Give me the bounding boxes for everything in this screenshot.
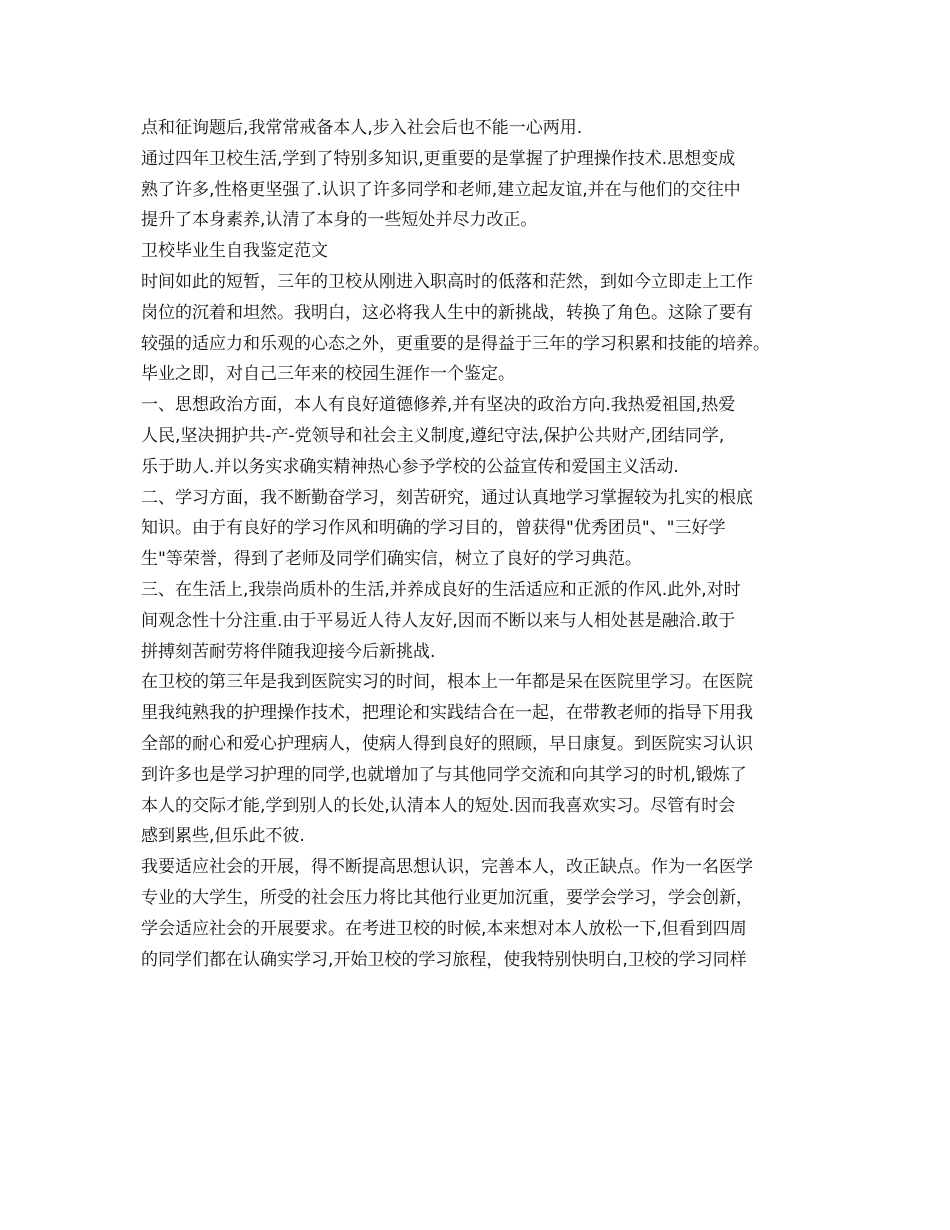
text-line: 时间如此的短暂，三年的卫校从刚进入职高时的低落和茫然，到如今立即走上工作 [141,271,753,292]
text-line: 乐于助人.并以务实求确实精神热心参予学校的公益宣传和爱国主义活动. [141,456,679,477]
text-line: 三、在生活上,我崇尚质朴的生活,并养成良好的生活适应和正派的作风.此外,对时 [141,579,741,600]
text-line: 在卫校的第三年是我到医院实习的时间，根本上一年都是呆在医院里学习。在医院 [141,672,753,693]
text-line: 知识。由于有良好的学习作风和明确的学习目的，曾获得"优秀团员"、"三好学 [141,518,726,539]
text-line: 较强的适应力和乐观的心态之外，更重要的是得益于三年的学习积累和技能的培养。 [141,333,770,354]
text-line: 点和征询题后,我常常戒备本人,步入社会后也不能一心两用. [141,118,583,138]
text-line: 里我纯熟我的护理操作技术，把理论和实践结合在一起，在带教老师的指导下用我 [141,703,753,724]
text-line: 拼搏刻苦耐劳将伴随我迎接今后新挑战. [141,641,436,662]
text-line: 一、思想政治方面，本人有良好道德修养,并有坚决的政治方向.我热爱祖国,热爱 [141,395,736,416]
text-line: 我要适应社会的开展，得不断提高思想认识，完善本人，改正缺点。作为一名医学 [141,857,753,878]
text-line: 岗位的沉着和坦然。我明白，这必将我人生中的新挑战，转换了角色。这除了要有 [141,302,753,323]
text-line: 本人的交际才能,学到别人的长处,认清本人的短处.因而我喜欢实习。尽管有时会 [141,795,736,816]
text-line: 生"等荣誉，得到了老师及同学们确实信，树立了良好的学习典范。 [141,549,642,570]
text-line: 间观念性十分注重.由于平易近人待人友好,因而不断以来与人相处甚是融洽.敢于 [141,610,736,631]
text-line: 的同学们都在认确实学习,开始卫校的学习旅程，使我特别快明白,卫校的学习同样 [141,949,747,970]
text-line: 人民,坚决拥护共-产-党领导和社会主义制度,遵纪守法,保护公共财产,团结同学, [141,425,725,446]
text-line: 学会适应社会的开展要求。在考进卫校的时候,本来想对本人放松一下,但看到四周 [141,918,747,939]
text-line: 熟了许多,性格更坚强了.认识了许多同学和老师,建立起友谊,并在与他们的交往中 [141,179,741,200]
section-heading: 卫校毕业生自我鉴定范文 [141,241,328,262]
text-line: 感到累些,但乐此不彼. [141,826,305,847]
text-line: 提升了本身素养,认清了本身的一些短处并尽力改正。 [141,210,538,231]
text-line: 二、学习方面，我不断勤奋学习，刻苦研究，通过认真地学习掌握较为扎实的根底 [141,487,753,508]
text-line: 毕业之即，对自己三年来的校园生涯作一个鉴定。 [141,364,515,385]
text-line: 通过四年卫校生活,学到了特别多知识,更重要的是掌握了护理操作技术.思想变成 [141,148,736,169]
text-line: 全部的耐心和爱心护理病人，使病人得到良好的照顾，早日康复。到医院实习认识 [141,733,753,754]
text-line: 到许多也是学习护理的同学,也就增加了与其他同学交流和向其学习的时机,锻炼了 [141,764,747,785]
document-body [141,113,831,975]
text-line: 专业的大学生，所受的社会压力将比其他行业更加沉重，要学会学习，学会创新， [141,887,753,908]
